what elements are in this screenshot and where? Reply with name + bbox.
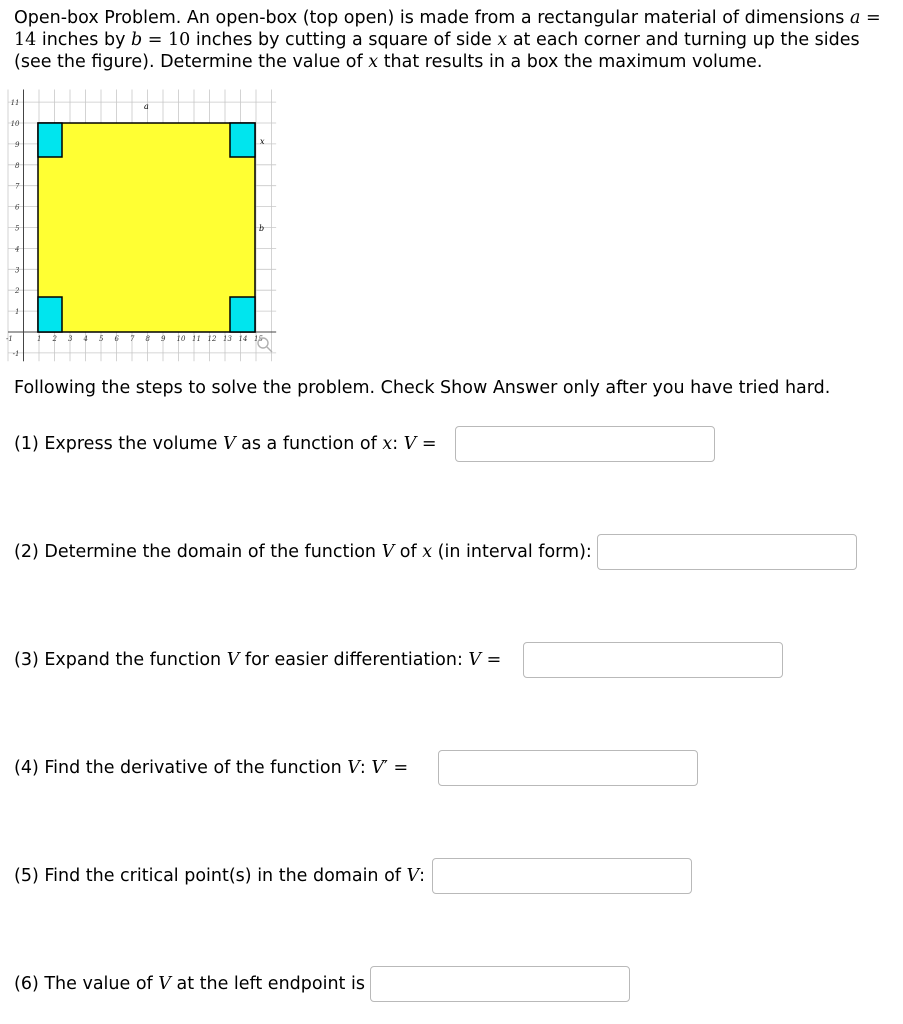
y-tick-label: 7: [15, 182, 20, 191]
x-tick-label: 15: [254, 335, 263, 343]
math-10: 10: [168, 30, 191, 50]
x-tick-label: 1: [37, 335, 42, 343]
q6-text: at the left endpoint is: [170, 974, 365, 994]
x-tick-label: 8: [145, 335, 150, 343]
x-tick-label: 14: [238, 335, 248, 343]
y-tick-label: 10: [10, 120, 20, 128]
question-6: [14, 971, 365, 997]
math-V: V: [403, 434, 417, 454]
math-equals: =: [481, 650, 502, 670]
math-equals: =: [860, 8, 881, 28]
y-tick-label: 6: [15, 203, 20, 212]
q1-text: (1) Express the volume: [14, 434, 223, 454]
question-3: [14, 647, 501, 673]
answer-input-5[interactable]: [432, 858, 692, 894]
q3-text: for easier differentiation:: [239, 650, 469, 670]
x-tick-label: 12: [207, 335, 217, 343]
question-4: [14, 755, 408, 781]
math-V: V: [406, 866, 420, 886]
box-figure: [8, 92, 280, 362]
problem-text: Open-box Problem. An open-box (top open) is made from a rectangular material of dimensions: [14, 8, 850, 28]
y-tick-label: 11: [10, 99, 20, 108]
math-V: V: [371, 758, 384, 778]
problem-text: that results in a box the maximum volume.: [378, 52, 763, 72]
x-tick-label: 2: [52, 335, 57, 343]
math-14: 14: [14, 30, 37, 50]
answer-input-1[interactable]: [455, 426, 715, 462]
q2-text: (2) Determine the domain of the function: [14, 542, 382, 562]
corner-square-bottom-left: [38, 297, 62, 332]
q2-text: (in interval form):: [432, 542, 592, 562]
problem-text: inches by: [36, 30, 131, 50]
math-a: a: [849, 8, 861, 28]
math-V: V: [158, 974, 171, 994]
math-V: V: [226, 650, 240, 670]
instructions: Following the steps to solve the problem. Check Show Answer only after you have tried hard.: [14, 378, 831, 398]
y-tick-label: -1: [12, 349, 20, 358]
y-tick-label: 4: [15, 245, 20, 254]
y-tick-label: 2: [15, 287, 20, 296]
math-V: V: [381, 542, 395, 562]
label-b: b: [259, 224, 265, 233]
q5-text: (5) Find the critical point(s) in the domain of: [14, 866, 407, 886]
answer-input-6[interactable]: [370, 966, 630, 1002]
answer-input-4[interactable]: [438, 750, 698, 786]
answer-input-2[interactable]: [597, 534, 857, 570]
y-tick-label: 3: [15, 266, 20, 275]
x-tick-label: 3: [68, 335, 73, 343]
q2-text: of: [394, 542, 423, 562]
x-tick-label: 9: [161, 335, 166, 343]
corner-square-bottom-right: [230, 297, 255, 332]
y-tick-label: 1: [15, 308, 20, 317]
x-tick-label: 5: [99, 335, 104, 343]
math-V: V: [468, 650, 482, 670]
math-prime: ′: [384, 758, 388, 778]
q6-text: (6) The value of: [14, 974, 159, 994]
x-tick-label: 6: [114, 335, 119, 343]
math-x: x: [382, 434, 393, 454]
math-equals: =: [416, 434, 437, 454]
math-x: x: [422, 542, 433, 562]
x-tick-label: 11: [192, 335, 201, 343]
math-equals: =: [142, 30, 168, 50]
math-x: x: [497, 30, 508, 50]
math-b: b: [131, 30, 143, 50]
label-x: x: [260, 137, 265, 146]
material-sheet: [38, 123, 255, 332]
question-2: [14, 539, 592, 565]
question-5: [14, 863, 425, 889]
q4-text: (4) Find the derivative of the function: [14, 758, 348, 778]
q4-text: :: [359, 758, 372, 778]
corner-square-top-left: [38, 123, 62, 157]
x-tick-label: 13: [223, 335, 232, 343]
math-V: V: [222, 434, 236, 454]
y-tick-label: 5: [15, 224, 20, 233]
y-tick-label: 8: [15, 161, 20, 170]
answer-input-3[interactable]: [523, 642, 783, 678]
q1-text: :: [392, 434, 404, 454]
question-1: [14, 431, 437, 457]
y-tick-label: 9: [15, 140, 20, 149]
problem-text: inches by cutting a square of side: [190, 30, 498, 50]
math-V: V: [347, 758, 360, 778]
x-tick-label: 7: [130, 335, 135, 343]
math-equals: =: [387, 758, 409, 778]
problem-statement: [14, 7, 894, 73]
q3-text: (3) Expand the function: [14, 650, 227, 670]
x-tick-label: 4: [83, 335, 88, 343]
label-a: a: [144, 102, 149, 111]
q5-text: :: [419, 866, 426, 886]
x-tick-label: -1: [6, 335, 13, 343]
math-x: x: [368, 52, 379, 72]
problem-text: at each corner and turning up the sides (see the figure). Determine the value of: [14, 30, 860, 72]
q1-text: as a function of: [235, 434, 383, 454]
x-tick-label: 10: [176, 335, 186, 343]
corner-square-top-right: [230, 123, 255, 157]
